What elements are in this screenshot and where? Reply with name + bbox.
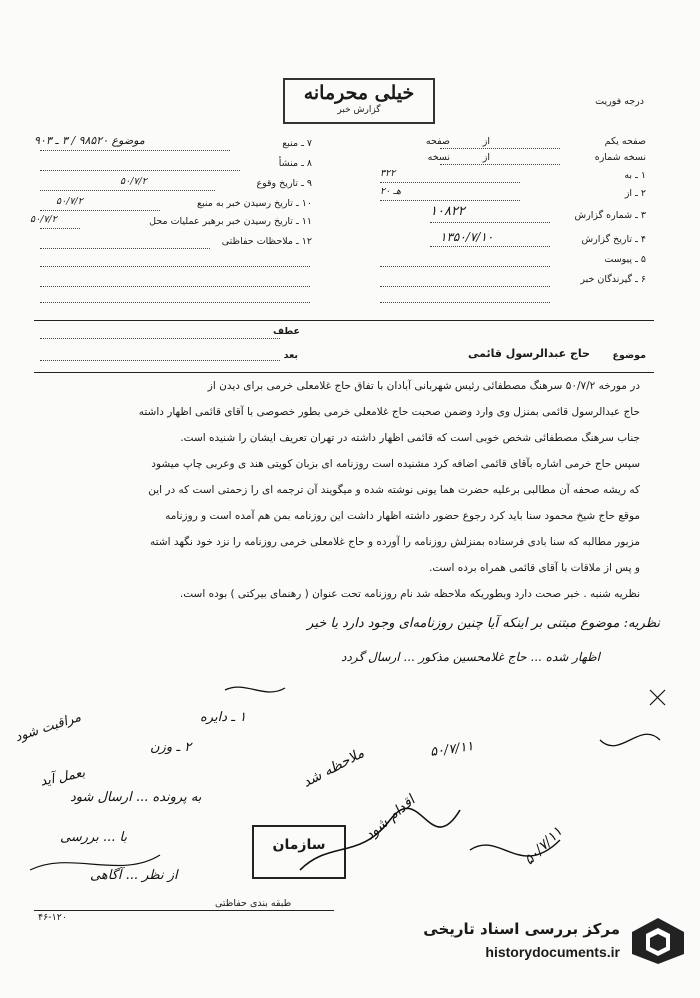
stamp-subtitle: گزارش خبر	[337, 105, 381, 115]
field-source-label: ۷ ـ منبع	[282, 138, 312, 149]
annotation-date-2: ۵۰/۷/۱۱	[521, 823, 566, 869]
annotation-margin: با ... بررسی	[60, 830, 128, 845]
annotation-margin: مراقبت شود	[13, 709, 83, 746]
annotation-note: ۱ ـ دایره	[200, 710, 247, 725]
body-line: که ریشه صحفه آن مطالبی برعلیه حضرت هما یونی نوشته شده و میگویند آن ترجمه ای را زحمتی است که در این	[148, 484, 640, 496]
annotation-date: ۵۰/۷/۱۱	[429, 739, 475, 760]
field-to-value: ۳۲۲	[380, 168, 396, 179]
stamp-title: خیلی محرمانه	[303, 82, 415, 104]
field-recipients-label: ۶ ـ گیرندگان خبر	[580, 274, 646, 285]
footer-classification: طبقه بندی حفاظتی	[215, 898, 292, 909]
field-event-date-value: ۵۰/۷/۲	[120, 176, 147, 187]
field-report-date-value: ۱۳۵۰/۷/۱۰	[440, 230, 494, 244]
annotation-line: اظهار شده ... حاج غلامحسین مذکور ... ارسال گردد	[341, 650, 600, 664]
subject-label: موضوع	[612, 350, 646, 361]
body-line: موقع حاج شیخ محمود سنا باید کرد رجوع حضور داشته اظهار داشت این روزنامه بمن هم آمده است و روزنامه	[165, 510, 640, 522]
body-line: و پس از ملاقات با آقای قائمی همراه برده است.	[429, 562, 640, 574]
annotation-margin: از نظر ... آگاهی	[90, 868, 178, 883]
annotation-line: نظریه: موضوع مبتنی بر اینکه آیا چنین روزنامه‌ای وجود دارد یا خیر	[307, 616, 660, 631]
field-copy-label: نسخه شماره	[594, 152, 646, 163]
subject-text: حاج عبدالرسول قائمی	[468, 347, 590, 360]
field-received-leader-label: ۱۱ ـ تاریخ رسیدن خبر برهبر عملیات محل	[149, 216, 312, 227]
field-page-mid: از	[482, 136, 490, 147]
field-from-label: ۲ ـ از	[624, 188, 646, 199]
field-event-date-label: ۹ ـ تاریخ وقوع	[256, 178, 312, 189]
field-origin-label: ۸ ـ منشأ	[278, 158, 312, 169]
footer-form-number: ۴۶-۱۲۰	[38, 912, 67, 923]
field-attachment-label: ۵ ـ پیوست	[604, 254, 646, 265]
archive-url: historydocuments.ir	[485, 944, 620, 960]
annotation-margin: به پرونده ... ارسال شود	[70, 790, 202, 805]
priority-label: درجه فوریت	[595, 96, 644, 107]
ref-atf: عطف	[272, 326, 300, 337]
archive-logo-icon	[628, 914, 688, 966]
archive-name: مرکز بررسی اسناد تاریخی	[423, 920, 620, 938]
body-line: مزبور مطالبه که سنا بادی فرستاده بمنزلش روزنامه را آورده و حاج غلامعلی خرمی روزنامه را نزد خود نگهد اشته	[149, 536, 640, 548]
field-security-notes-label: ۱۲ ـ ملاحظات حفاظتی	[221, 236, 312, 247]
field-report-date-label: ۴ ـ تاریخ گزارش	[581, 234, 646, 245]
field-page-label: صفحه یکم	[604, 136, 646, 147]
annotation-margin: بعمل آید	[38, 765, 87, 790]
field-report-no-value: ۱۰۸۲۲	[430, 204, 465, 219]
field-from-value: ۲۰ هـ	[380, 186, 402, 197]
body-line: جناب سرهنگ مصطفائی شخص خوبی است که قائمی اظهار داشته در تهران تعریف ایشان را شنیده است.	[180, 432, 640, 444]
field-report-no-label: ۳ ـ شماره گزارش	[574, 210, 646, 221]
field-source-value: موضوع ۹۸۵۲۰ / ۳ ـ ۹۰۳	[34, 134, 145, 147]
field-page-end: صفحه	[425, 136, 450, 147]
field-to-label: ۱ ـ به	[624, 170, 646, 181]
annotation-note: ۲ ـ وزن	[150, 740, 192, 755]
body-line: در مورخه ۵۰/۷/۲ سرهنگ مصطفائی رئیس شهربانی آبادان با تفاق حاج غلامعلی خرمی برای دیدن از	[207, 380, 640, 392]
field-received-leader-value: ۵۰/۷/۲	[30, 214, 57, 225]
body-line: سپس حاج خرمی اشاره بآقای قائمی اضافه کرد مشنیده است روزنامه ای بزبان کویتی هند ی وعربی چاپ میشود	[151, 458, 640, 470]
secondary-stamp-text: سازمان	[272, 837, 326, 853]
field-received-source-value: ۵۰/۷/۲	[56, 196, 83, 207]
annotation-middle: اقدام شود	[361, 792, 419, 844]
field-copy-end: نسخه	[427, 152, 450, 163]
field-received-source-label: ۱۰ ـ تاریخ رسیدن خبر به منبع	[197, 198, 312, 209]
ref-bad: بعد	[283, 350, 298, 361]
body-line: حاج عبدالرسول قائمی بمنزل وی وارد وضمن صحبت حاج غلامعلی خرمی بطور خصوصی با آقای قائمی اظهار داشته	[138, 406, 640, 418]
body-line: نظریه شنبه . خبر صحت دارد وبطوریکه ملاحظه شد نام روزنامه تحت عنوان ( رهنمای بیرکتی ) بوده است.	[179, 588, 640, 600]
annotation-middle: ملاحظه شد	[300, 745, 367, 791]
field-copy-mid: از	[482, 152, 490, 163]
